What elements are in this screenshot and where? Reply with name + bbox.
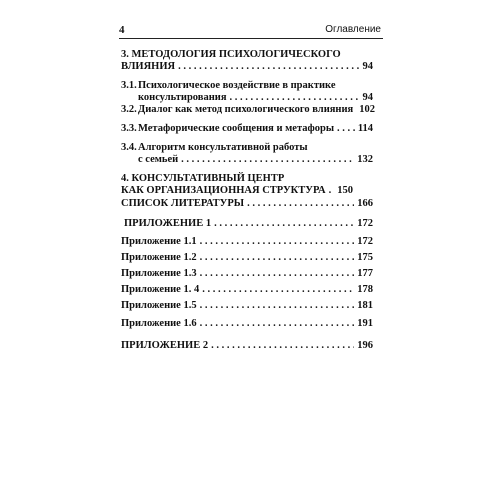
toc-page-number: 166: [357, 198, 373, 209]
toc-page-number: 102: [359, 104, 375, 115]
toc-section-number: 3.2.: [121, 104, 137, 115]
toc-entry-appendix-1-4: [121, 284, 373, 296]
toc-title-line: Приложение 1. 4: [121, 284, 200, 295]
toc-title-line: с семьей: [138, 154, 179, 165]
toc-page-number: 172: [357, 236, 373, 247]
toc-entry-appendix-1-3: [121, 268, 373, 280]
toc-leader-dots: [200, 236, 355, 248]
toc-title-line: 4. КОНСУЛЬТАТИВНЫЙ ЦЕНТР: [121, 173, 285, 184]
toc-title-line: Приложение 1.1: [121, 236, 197, 247]
toc-page-number: 191: [357, 318, 373, 329]
toc-title-line: Психологическое воздействие в практике: [138, 80, 336, 91]
toc-leader-dots: [329, 185, 335, 197]
toc-entry-3-3: [138, 123, 373, 135]
toc-title-line: ПРИЛОЖЕНИЕ 2: [121, 340, 209, 351]
toc-title-line: 3. МЕТОДОЛОГИЯ ПСИХОЛОГИЧЕСКОГО: [121, 49, 341, 60]
toc-leader-dots: [200, 318, 355, 330]
toc-leader-dots: [181, 154, 354, 166]
toc-page-number: 177: [357, 268, 373, 279]
toc-entry-appendix-1-2: [121, 252, 373, 264]
toc-section-number: 3.4.: [121, 142, 137, 153]
toc-page-number: 94: [362, 61, 373, 72]
toc-entry-appendix-1-6: [121, 318, 373, 330]
toc-leader-dots: [200, 252, 355, 264]
toc-title-line: Алгоритм консультативной работы: [138, 142, 308, 153]
toc-section-number: 3.1.: [121, 80, 137, 91]
toc-entry-3-1: [138, 80, 373, 104]
toc-title-line: СПИСОК ЛИТЕРАТУРЫ: [121, 198, 245, 209]
running-header: Оглавление: [325, 24, 381, 35]
toc-title-line: Приложение 1.2: [121, 252, 197, 263]
toc-section-number: 3.3.: [121, 123, 137, 134]
toc-title-line: КАК ОРГАНИЗАЦИОННАЯ СТРУКТУРА: [121, 185, 326, 196]
toc-entry-appendix-1-1: [121, 236, 373, 248]
header-rule: [119, 38, 383, 39]
toc-entry-3-2: [138, 104, 373, 116]
toc-entry-3-4: [138, 142, 373, 166]
toc-leader-dots: [337, 123, 355, 135]
toc-page-number: 172: [357, 218, 373, 229]
toc-page-number: 94: [362, 92, 373, 103]
toc-title-line: Приложение 1.6: [121, 318, 197, 329]
toc-entry-appendix-1-5: [121, 300, 373, 312]
toc-page-number: 181: [357, 300, 373, 311]
toc-page-number: 196: [357, 340, 373, 351]
toc-title-line: Метафорические сообщения и метафоры: [138, 123, 335, 134]
toc-entry-bibliography: [121, 198, 373, 210]
toc-entry-appendix-2: [121, 340, 373, 352]
toc-title-line: Приложение 1.3: [121, 268, 197, 279]
toc-page-number: 114: [357, 123, 373, 134]
toc-page-number: 178: [357, 284, 373, 295]
toc-entry-appendix-1: [124, 218, 373, 230]
toc-title-line: Диалог как метод психологического влияния: [138, 104, 354, 115]
toc-leader-dots: [211, 340, 354, 352]
toc-leader-dots: [230, 92, 360, 104]
toc-title-line: консультирования: [138, 92, 227, 103]
toc-leader-dots: [200, 300, 355, 312]
toc-title-line: ВЛИЯНИЯ: [121, 61, 176, 72]
toc-page-number: 150: [337, 185, 353, 196]
toc-page-number: 175: [357, 252, 373, 263]
page-number: 4: [119, 24, 125, 36]
toc-page-number: 132: [357, 154, 373, 165]
toc-leader-dots: [202, 284, 354, 296]
toc-title-line: Приложение 1.5: [121, 300, 197, 311]
toc-entry-chapter-3: [121, 49, 373, 73]
toc-leader-dots: [214, 218, 354, 230]
toc-title-line: ПРИЛОЖЕНИЕ 1: [124, 218, 212, 229]
toc-entry-chapter-4: [121, 173, 373, 197]
toc-leader-dots: [178, 61, 359, 73]
toc-leader-dots: [200, 268, 355, 280]
toc-leader-dots: [247, 198, 354, 210]
